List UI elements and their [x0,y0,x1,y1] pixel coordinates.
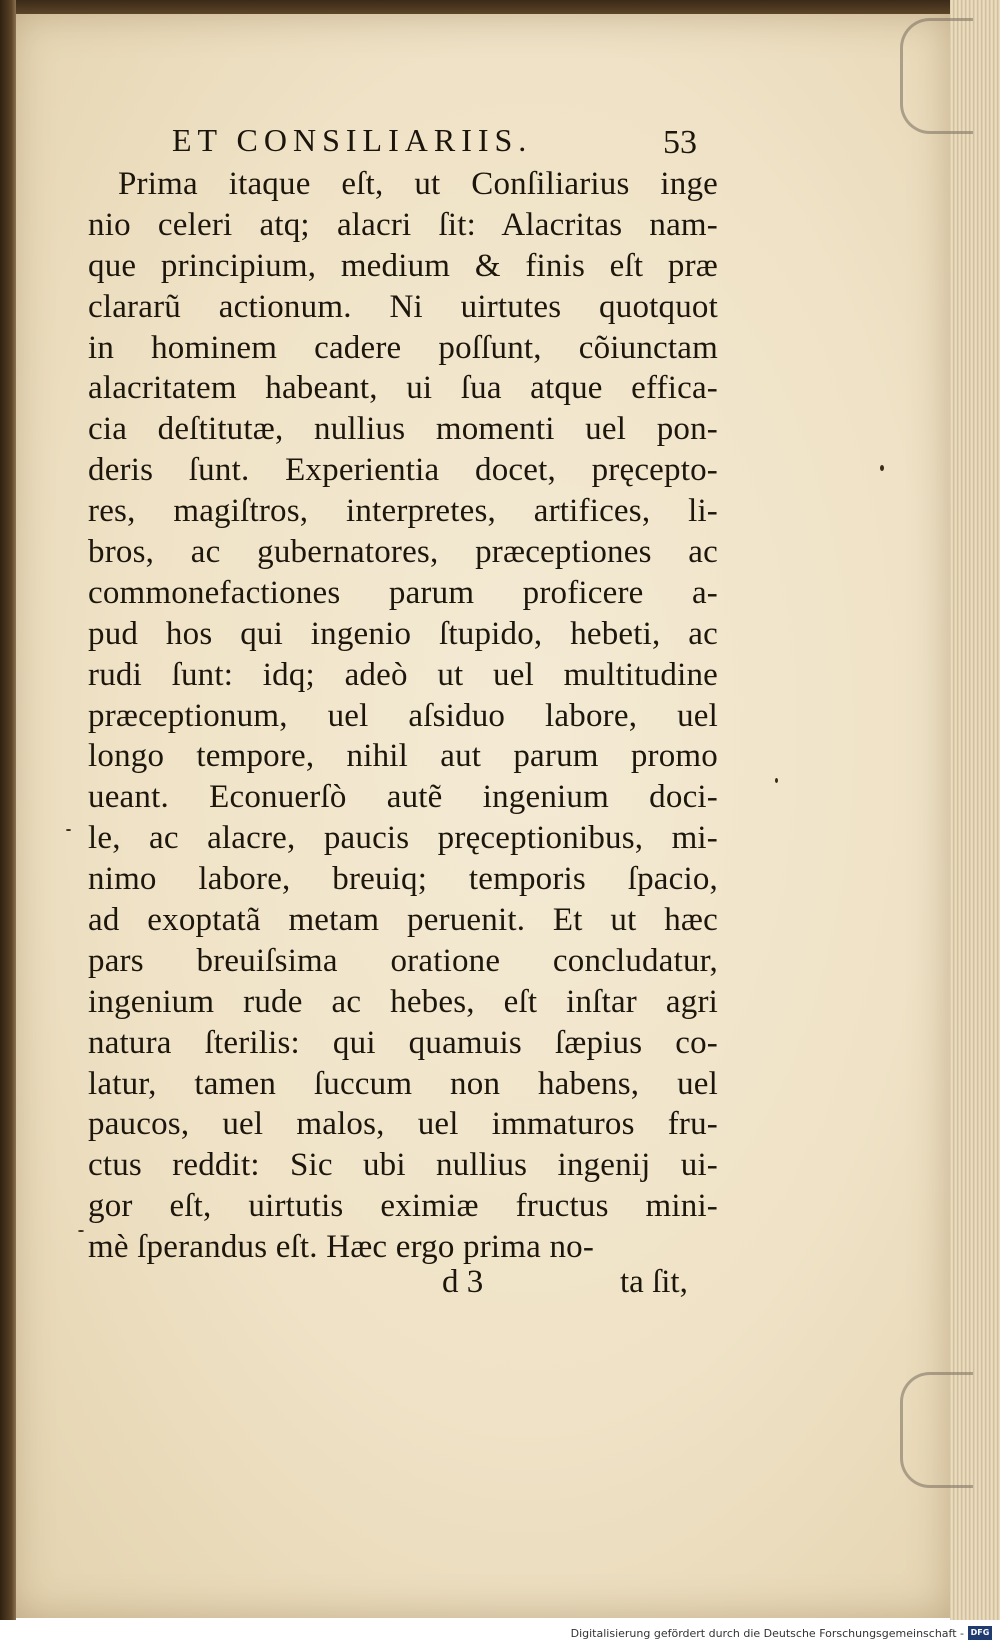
digitization-credit: Digitalisierung gefördert durch die Deutsche Forschungsgemeinschaft - [570,1627,964,1640]
bottom-clip-shadow [900,1372,973,1488]
page-footer [88,1264,718,1304]
text-line: paucos, uel malos, uel immaturos fru- [88,1106,718,1143]
text-line: ueant. Econuerſò autẽ ingenium doci- [88,779,718,816]
text-line: commonefactiones parum proficere a- [88,574,718,611]
text-line: clararũ actionum. Ni uirtutes quotquot [88,288,718,325]
text-line: bros, ac gubernatores, præceptiones ac [88,534,718,571]
text-line: pud hos qui ingenio ſtupido, hebeti, ac [88,615,718,652]
text-line: latur, tamen ſuccum non habens, uel [88,1065,718,1102]
text-line: pars breuiſsima oratione concludatur, [88,942,718,979]
text-line: in hominem cadere poſſunt, cõiunctam [88,329,718,366]
text-line: gor eſt, uirtutis eximiæ fructus mini- [88,1188,718,1225]
ink-speck [775,778,778,783]
body-text [88,164,718,1268]
text-line: longo tempore, nihil aut parum promo [88,738,718,775]
text-line: le, ac alacre, paucis pręceptionibus, mi- [88,820,718,857]
book-binding-edge [0,0,16,1620]
text-line: Prima itaque eſt, ut Conſiliarius inge [118,166,718,202]
ink-speck [880,465,884,471]
text-line: mè ſperandus eſt. Hæc ergo prima no- [88,1229,595,1266]
ink-speck [66,829,71,831]
running-head: ET CONSILIARIIS. [172,122,533,158]
signature-mark: d 3 [442,1264,484,1300]
ink-speck [78,1230,84,1232]
text-line: natura ſterilis: qui quamuis ſæpius co- [88,1024,718,1061]
text-line: præceptionum, uel aſsiduo labore, uel [88,697,718,734]
catchword: ta ſit, [620,1264,688,1300]
page-number: 53 [663,124,697,161]
text-line: ctus reddit: Sic ubi nullius ingenij ui- [88,1147,718,1184]
text-line: alacritatem habeant, ui ſua atque effica- [88,370,718,407]
text-line: res, magiſtros, interpretes, artifices, li- [88,493,718,530]
text-line: ingenium rude ac hebes, eſt inſtar agri [88,983,718,1020]
dfg-logo: DFG [968,1626,992,1640]
text-line: rudi ſunt: idq; adeò ut uel multitudine [88,656,718,693]
text-line: cia deſtitutæ, nullius momenti uel pon- [88,411,718,448]
text-line: nimo labore, breuiq; temporis ſpacio, [88,861,718,898]
text-line: que principium, medium & finis eſt præ [88,247,718,284]
text-line: deris ſunt. Experientia docet, pręcepto- [88,452,718,489]
top-clip-shadow [900,18,973,134]
text-line: ad exoptatã metam peruenit. Et ut hæc [88,902,718,939]
text-line: nio celeri atq; alacri ſit: Alacritas nam- [88,206,718,243]
